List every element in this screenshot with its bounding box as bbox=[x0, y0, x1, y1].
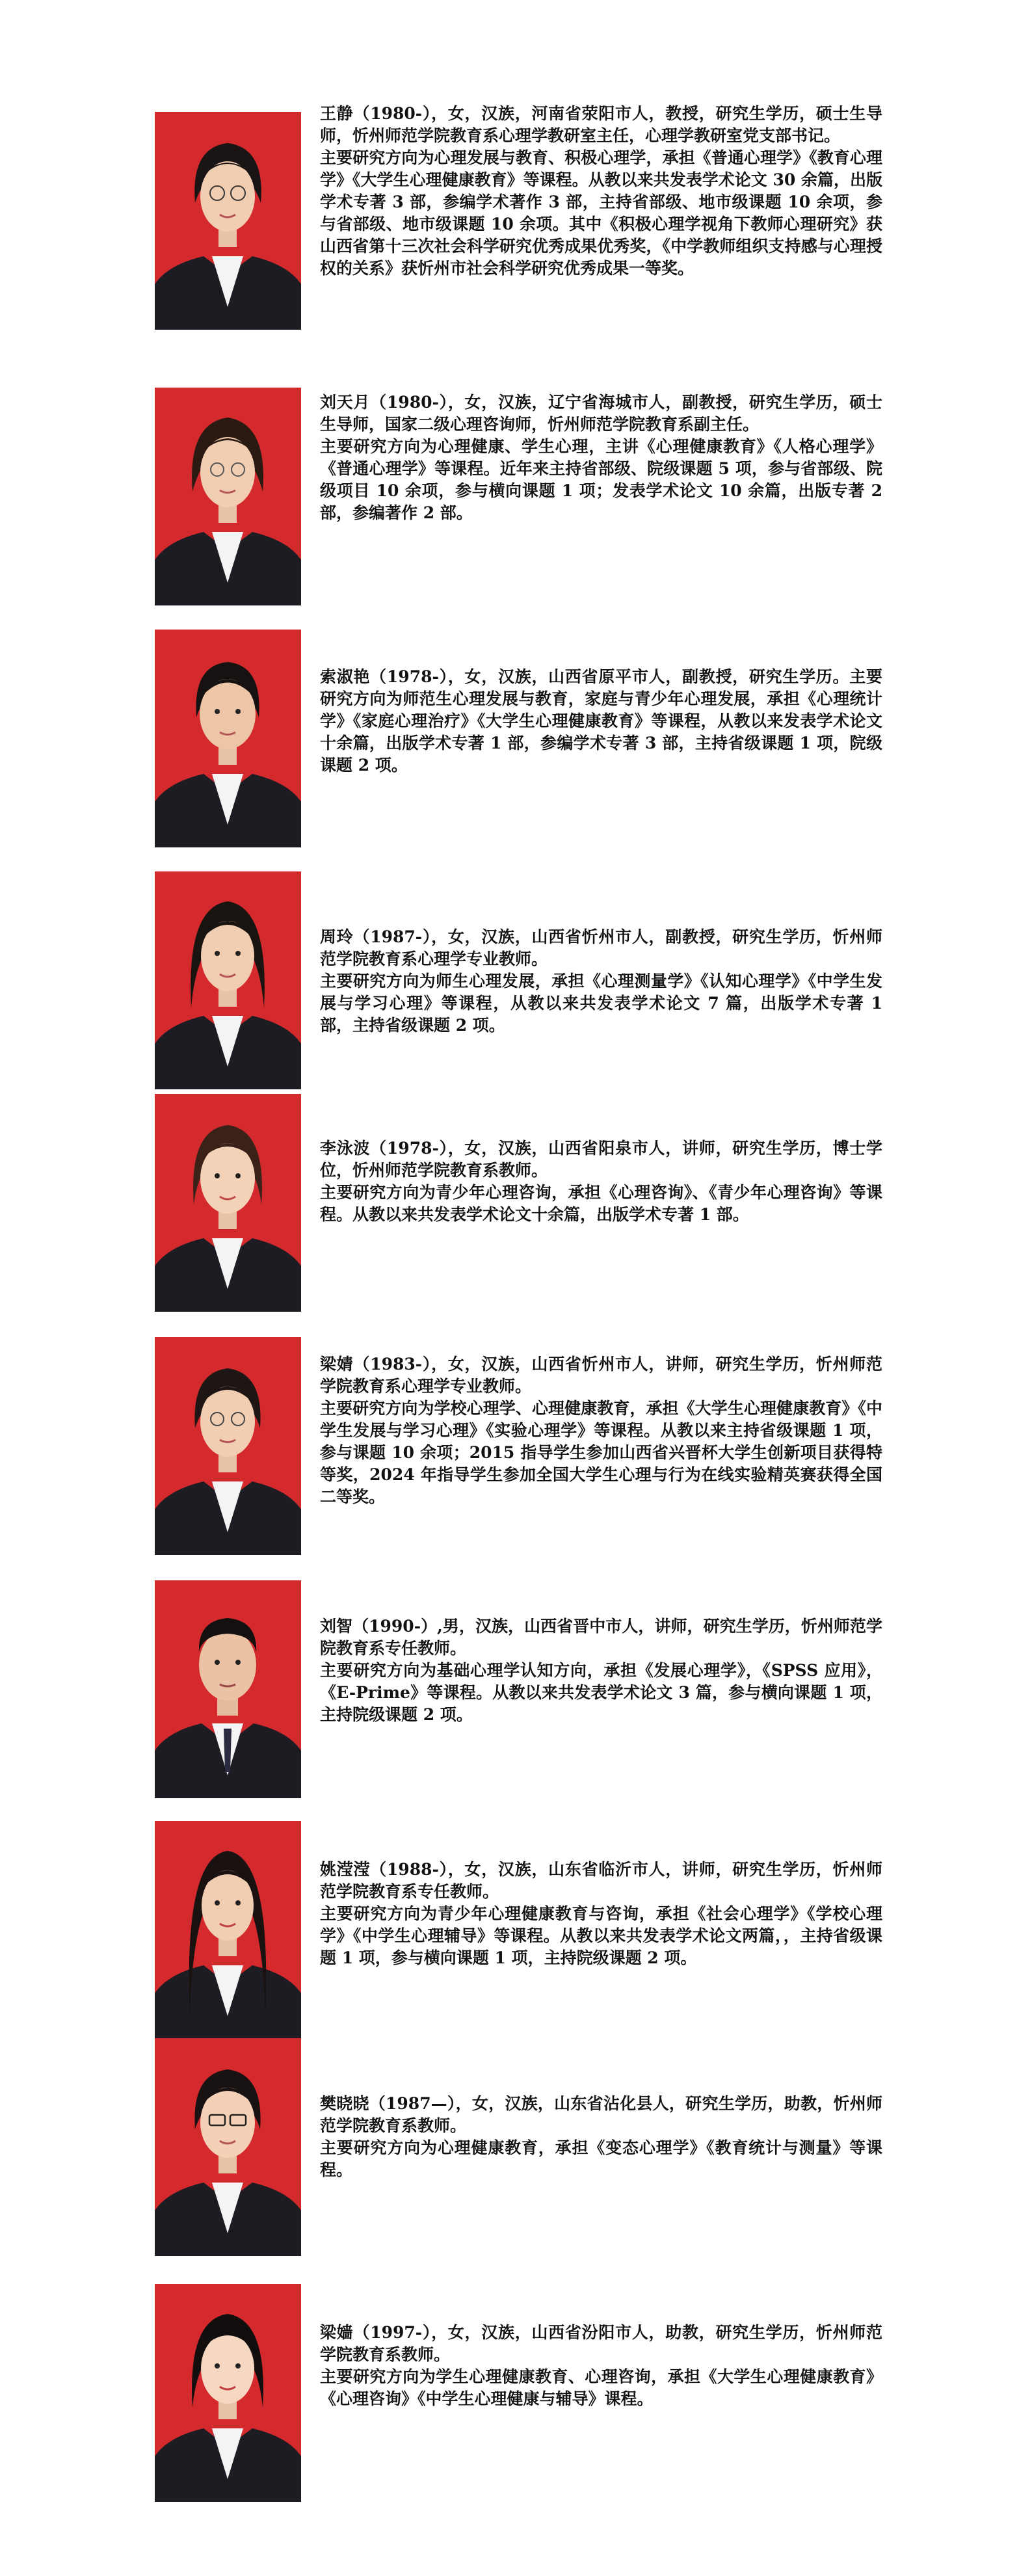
portrait-photo bbox=[155, 630, 301, 847]
bio-intro: 李泳波（1978-），女，汉族，山西省阳泉市人，讲师，研究生学历，博士学位，忻州师范学院教育系教师。 bbox=[320, 1139, 882, 1180]
faculty-bio bbox=[320, 392, 882, 524]
bio-research: 主要研究方向为学生心理健康教育、心理咨询，承担《大学生心理健康教育》《心理咨询》《中学生心理健康与辅导》课程。 bbox=[320, 2367, 882, 2408]
portrait-photo bbox=[155, 871, 301, 1089]
bio-research: 主要研究方向为青少年心理咨询，承担《心理咨询》、《青少年心理咨询》等课程。从教以来共发表学术论文十余篇，出版学术专著 1 部。 bbox=[320, 1183, 882, 1224]
bio-intro: 樊晓晓（1987—），女，汉族，山东省沾化县人，研究生学历，助教，忻州师范学院教育系教师。 bbox=[320, 2094, 882, 2135]
faculty-bio bbox=[320, 1137, 882, 1226]
portrait-photo bbox=[155, 112, 301, 330]
bio-intro: 索淑艳（1978-），女，汉族，山西省原平市人，副教授，研究生学历。主要研究方向为师范生心理发展与教育，家庭与青少年心理发展，承担《心理统计学》《家庭心理治疗》《大学生心理健康教育》等课程，从教以来发表学术论文十余篇，出版学术专著 1 部，参编学术专著 3 部，主持省级课题 1 项，院级课题 2 项。 bbox=[320, 667, 882, 775]
portrait-photo bbox=[155, 2038, 301, 2256]
portrait-photo bbox=[155, 1337, 301, 1555]
portrait-photo bbox=[155, 1580, 301, 1798]
portrait-photo bbox=[155, 388, 301, 605]
portrait-photo bbox=[155, 2284, 301, 2502]
faculty-bio bbox=[320, 666, 882, 777]
faculty-bio bbox=[320, 1615, 882, 1726]
bio-research: 主要研究方向为学校心理学、心理健康教育，承担《大学生心理健康教育》《中学生发展与学习心理》《实验心理学》等课程。从教以来主持省级课题 1 项，参与课题 10 余项；2015 指导学生参加山西省兴晋杯大学生创新项目获得特等奖，2024 年指导学生参加全国大学生心理与行为在线实验精英赛获得全国二等奖。 bbox=[320, 1399, 882, 1506]
bio-intro: 刘智（1990-）,男，汉族，山西省晋中市人，讲师，研究生学历，忻州师范学院教育系专任教师。 bbox=[320, 1617, 882, 1658]
bio-research: 主要研究方向为心理健康、学生心理，主讲《心理健康教育》《人格心理学》《普通心理学》等课程。近年来主持省部级、院级课题 5 项，参与省部级、院级项目 10 余项，参与横向课题 1 项；发表学术论文 10 余篇，出版专著 2 部，参编著作 2 部。 bbox=[320, 437, 882, 522]
faculty-bio bbox=[320, 103, 882, 280]
faculty-bio bbox=[320, 1859, 882, 1969]
bio-research: 主要研究方向为心理发展与教育、积极心理学，承担《普通心理学》《教育心理学》《大学生心理健康教育》等课程。从教以来共发表学术论文 30 余篇，出版学术专著 3 部，参编学术著作 3 部，主持省部级、地市级课题 10 余项，参与省部级、地市级课题 10 余项。其中《积极心理学视角下教师心理研究》获山西省第十三次社会科学研究优秀成果优秀奖，《中学教师组织支持感与心理授权的关系》获忻州市社会科学研究优秀成果一等奖。 bbox=[320, 148, 882, 278]
faculty-bio bbox=[320, 1353, 882, 1508]
bio-intro: 梁嫱（1997-），女，汉族，山西省汾阳市人，助教，研究生学历，忻州师范学院教育系教师。 bbox=[320, 2323, 882, 2364]
bio-research: 主要研究方向为师生心理发展，承担《心理测量学》《认知心理学》《中学生发展与学习心理》等课程，从教以来共发表学术论文 7 篇，出版学术专著 1 部，主持省级课题 2 项。 bbox=[320, 972, 882, 1035]
faculty-bio bbox=[320, 926, 882, 1037]
bio-research: 主要研究方向为心理健康教育，承担《变态心理学》《教育统计与测量》等课程。 bbox=[320, 2138, 882, 2179]
portrait-photo bbox=[155, 1821, 301, 2039]
faculty-bio bbox=[320, 2093, 882, 2181]
portrait-photo bbox=[155, 1094, 301, 1312]
bio-intro: 周玲（1987-），女，汉族，山西省忻州市人，副教授，研究生学历，忻州师范学院教育系心理学专业教师。 bbox=[320, 927, 882, 968]
bio-intro: 梁婧（1983-），女，汉族，山西省忻州市人，讲师，研究生学历，忻州师范学院教育系心理学专业教师。 bbox=[320, 1355, 882, 1396]
faculty-bio bbox=[320, 2322, 882, 2410]
bio-intro: 王静（1980-），女，汉族，河南省荥阳市人，教授，研究生学历，硕士生导师，忻州师范学院教育系心理学教研室主任，心理学教研室党支部书记。 bbox=[320, 104, 882, 145]
bio-research: 主要研究方向为基础心理学认知方向，承担《发展心理学》，《SPSS 应用》，《E-Prime》等课程。从教以来共发表学术论文 3 篇，参与横向课题 1 项，主持院级课题 2 项。 bbox=[320, 1661, 882, 1724]
bio-intro: 刘天月（1980-），女，汉族，辽宁省海城市人，副教授，研究生学历，硕士生导师，国家二级心理咨询师，忻州师范学院教育系副主任。 bbox=[320, 393, 882, 434]
bio-intro: 姚滢滢（1988-），女，汉族，山东省临沂市人，讲师，研究生学历，忻州师范学院教育系专任教师。 bbox=[320, 1860, 882, 1901]
bio-research: 主要研究方向为青少年心理健康教育与咨询，承担《社会心理学》《学校心理学》《中学生心理辅导》等课程。从教以来共发表学术论文两篇，，主持省级课题 1 项，参与横向课题 1 项，主持院级课题 2 项。 bbox=[320, 1904, 882, 1967]
